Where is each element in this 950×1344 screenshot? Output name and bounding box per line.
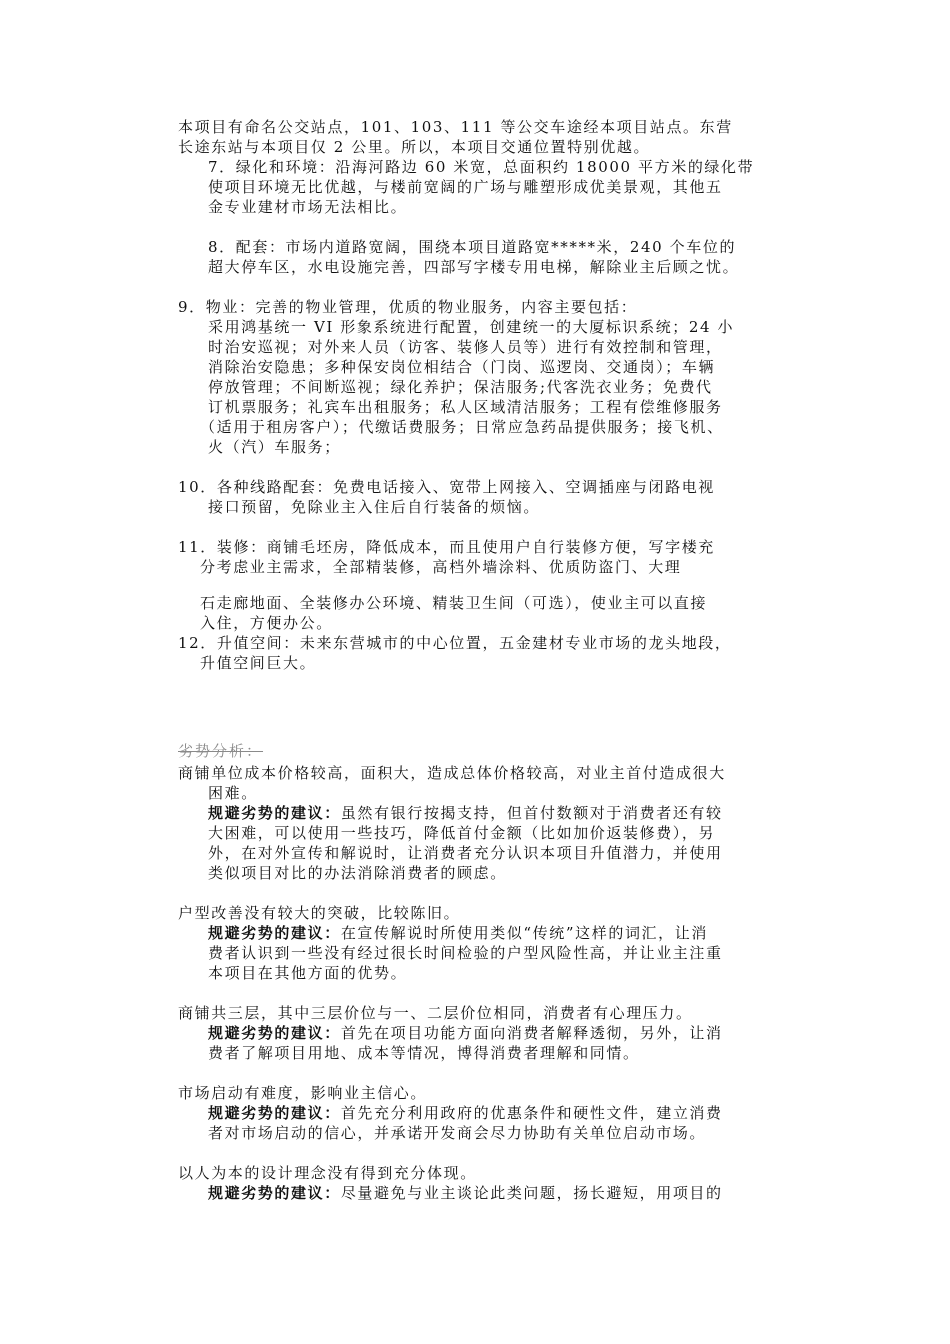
text-line: 以人为本的设计理念没有得到充分体现。 (178, 1164, 477, 1182)
text-line: 市场启动有难度，影响业主信心。 (178, 1084, 428, 1102)
suggestion-label: 规避劣势的建议： (208, 804, 341, 822)
text-line: 入住，方便办公。 (200, 614, 333, 632)
suggestion-line (208, 803, 723, 823)
suggestion-label: 规避劣势的建议： (208, 1024, 341, 1042)
text-line: 7．绿化和环境：沿海河路边 60 米宽，总面积约 18000 平方米的绿化带 (208, 158, 755, 176)
suggestion-label: 规避劣势的建议： (208, 924, 341, 942)
suggestion-text: 首先在项目功能方面向消费者解释透彻，另外，让消 (340, 1024, 723, 1042)
text-line: 本项目在其他方面的优势。 (208, 964, 408, 982)
text-line: 长途东站与本项目仅 2 公里。所以，本项目交通位置特别优越。 (178, 138, 651, 156)
text-line: 8．配套：市场内道路宽阔，围绕本项目道路宽*****米，240 个车位的 (208, 238, 737, 256)
text-line: 类似项目对比的办法消除消费者的顾虑。 (208, 864, 507, 882)
text-line: 商铺单位成本价格较高，面积大，造成总体价格较高，对业主首付造成很大 (178, 764, 726, 782)
text-line: 消除治安隐患；多种保安岗位相结合（门岗、巡逻岗、交通岗）；车辆 (208, 358, 716, 376)
suggestion-line (208, 1103, 723, 1123)
text-line: 使项目环境无比优越，与楼前宽阔的广场与雕塑形成优美景观，其他五 (208, 178, 723, 196)
text-line: （适用于租房客户）；代缴话费服务；日常应急药品提供服务；接飞机、 (200, 418, 724, 436)
suggestion-line (208, 1023, 723, 1043)
text-line: 时治安巡视；对外来人员（访客、装修人员等）进行有效控制和管理， (208, 338, 723, 356)
suggestion-line (208, 1183, 723, 1203)
text-line: 超大停车区，水电设施完善，四部写字楼专用电梯，解除业主后顾之忧。 (208, 258, 740, 276)
text-line: 金专业建材市场无法相比。 (208, 198, 408, 216)
suggestion-label: 规避劣势的建议： (208, 1104, 341, 1122)
text-line: 石走廊地面、全装修办公环境、精装卫生间（可选），使业主可以直接 (200, 594, 708, 612)
section-heading: 劣势分析： (178, 742, 264, 760)
suggestion-text: 虽然有银行按揭支持，但首付数额对于消费者还有较 (340, 804, 723, 822)
suggestion-text: 首先充分利用政府的优惠条件和硬性文件，建立消费 (340, 1104, 723, 1122)
text-line: 升值空间巨大。 (200, 654, 317, 672)
text-line: 费者了解项目用地、成本等情况，博得消费者理解和同情。 (208, 1044, 640, 1062)
text-line: 本项目有命名公交站点，101、103、111 等公交车途经本项目站点。东营 (178, 118, 733, 136)
suggestion-text: 尽量避免与业主谈论此类问题，扬长避短，用项目的 (340, 1184, 723, 1202)
text-line: 10．各种线路配套：免费电话接入、宽带上网接入、空调插座与闭路电视 (178, 478, 715, 496)
text-line: 大困难，可以使用一些技巧，降低首付金额（比如加价返装修费），另 (208, 824, 716, 842)
text-line: 商铺共三层，其中三层价位与一、二层价位相同，消费者有心理压力。 (178, 1004, 693, 1022)
text-line: 接口预留，免除业主入住后自行装备的烦恼。 (208, 498, 541, 516)
text-line: 外，在对外宣传和解说时，让消费者充分认识本项目升值潜力，并使用 (208, 844, 723, 862)
suggestion-label: 规避劣势的建议： (208, 1184, 341, 1202)
text-line: 分考虑业主需求，全部精装修，高档外墙涂料、优质防盗门、大理 (200, 558, 682, 576)
suggestion-text: 在宣传解说时所使用类似“传统”这样的词汇，让消 (340, 924, 708, 942)
text-line: 费者认识到一些没有经过很长时间检验的户型风险性高，并让业主注重 (208, 944, 723, 962)
text-line: 12．升值空间：未来东营城市的中心位置，五金建材专业市场的龙头地段， (178, 634, 732, 652)
text-line: 者对市场启动的信心，并承诺开发商会尽力协助有关单位启动市场。 (208, 1124, 707, 1142)
suggestion-line (208, 923, 708, 943)
text-line: 11．装修：商铺毛坯房，降低成本，而且使用户自行装修方便，写字楼充 (178, 538, 715, 556)
text-line: 9．物业：完善的物业管理，优质的物业服务，内容主要包括： (178, 298, 638, 316)
text-line: 停放管理；不间断巡视；绿化养护；保洁服务;代客洗衣业务；免费代 (208, 378, 713, 396)
text-line: 困难。 (208, 784, 258, 802)
text-line: 采用鸿基统一 VI 形象系统进行配置，创建统一的大厦标识系统；24 小 (208, 318, 735, 336)
text-line: 户型改善没有较大的突破，比较陈旧。 (178, 904, 461, 922)
text-line: 订机票服务；礼宾车出租服务；私人区域清洁服务；工程有偿维修服务 (208, 398, 723, 416)
text-line: 火（汽）车服务； (208, 438, 341, 456)
